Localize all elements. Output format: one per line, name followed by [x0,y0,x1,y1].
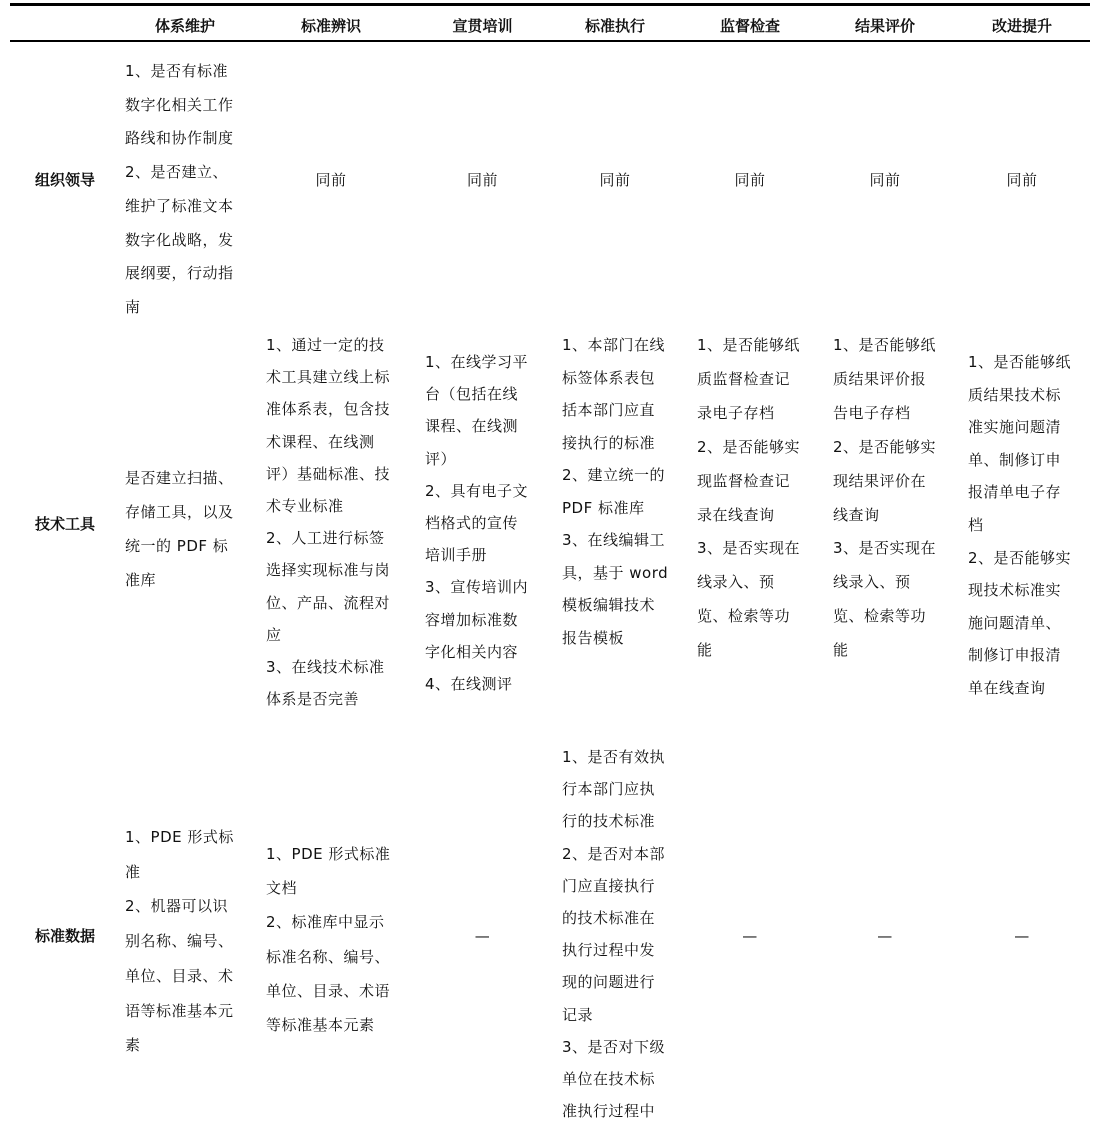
cell-line: 4、在线测评 [425,675,513,694]
cell-line: 统一的 PDF 标 [125,537,229,555]
cell-line: 术工具建立线上标 [266,368,391,387]
cell-line: 展纲要，行动指 [125,264,234,283]
cell-line: 字化相关内容 [425,642,519,661]
cell-line: PDF 标准库 [562,498,645,517]
cell-line: 行本部门应执 [562,780,656,799]
table-cell [833,329,958,668]
table-cell: 同前 [466,171,498,189]
cell-line: 准 [125,862,141,881]
cell-line: 线录入、预 [833,573,911,592]
cell-line: 培训手册 [425,546,488,565]
cell-line: 览、检索等功 [697,607,791,626]
cell-line: 3、是否对下级 [562,1037,666,1056]
column-header: 标准执行 [584,17,645,35]
table-cell: 同前 [1006,171,1038,189]
cell-line: 现的问题进行 [562,973,656,992]
cell-line: 1、是否有标准 [125,62,229,80]
cell-line: 标签体系表包 [562,368,656,387]
cell-line: 应 [266,625,282,644]
cell-line: 的技术标准在 [562,909,656,928]
cell-line: 2、标准库中显示 [266,913,385,932]
column-header: 标准辨识 [300,17,361,35]
cell-line: 1、是否有效执 [562,748,666,766]
cell-line: 课程、在线测 [425,417,519,436]
cell-line: 3、是否实现在 [833,539,937,558]
cell-line: 存储工具，以及 [125,503,234,521]
cell-line: 准实施问题清 [968,418,1062,437]
cell-line: 维护了标准文本 [125,196,234,215]
cell-line: 体系是否完善 [266,690,360,709]
cell-line: 文档 [266,879,298,898]
cell-line: 单在线查询 [968,678,1046,697]
cell-line: 评） [425,449,457,468]
table-cell: — [877,927,893,945]
cell-line: 现技术标准实 [968,581,1062,600]
cell-line: 报清单电子存 [968,483,1062,502]
cell-line: 2、人工进行标签 [266,529,385,548]
cell-line: 质结果评价报 [833,369,927,388]
table-cell [125,820,260,1063]
column-header: 宣贯培训 [452,17,513,35]
cell-line: 2、具有电子文 [425,481,529,500]
cell-line: 路线和协作制度 [125,129,234,148]
cell-line: 数字化战略，发 [125,230,234,249]
cell-line: 2、是否能够实 [833,437,937,456]
cell-line: 线查询 [833,505,880,524]
cell-line: 记录 [562,1005,594,1024]
cell-line: 是否建立扫描、 [125,469,234,487]
cell-line: 等标准基本元素 [266,1016,375,1035]
cell-line: 施问题清单、 [968,613,1062,632]
table-cell [266,837,406,1042]
cell-line: 执行过程中发 [562,941,656,960]
cell-line: 现结果评价在 [833,471,927,490]
cell-line: 行的技术标准 [562,812,656,831]
cell-line: 质结果技术标 [968,385,1062,404]
row-label: 标准数据 [34,927,95,945]
column-header: 监督检查 [719,17,780,35]
cell-line: 台（包括在线 [425,385,519,404]
cell-line: 2、是否能够实 [968,548,1072,567]
cell-line: 1、本部门在线 [562,336,666,354]
cell-line: 1、是否能够纸 [968,353,1072,371]
cell-line: 别名称、编号、 [125,932,234,951]
cell-line: 括本部门应直 [562,401,656,419]
cell-line: 3、是否实现在 [697,539,801,558]
cell-line: 线录入、预 [697,573,775,592]
table-top-rule [10,3,1090,6]
table-cell [562,741,687,1127]
cell-line: 术课程、在线测 [266,432,375,451]
cell-line: 1、在线学习平 [425,353,529,371]
cell-line: 单位、目录、术语 [266,981,391,1000]
cell-line: 告电子存档 [833,403,911,422]
cell-line: 2、是否对本部 [562,844,666,863]
table-cell [697,329,822,668]
cell-line: 选择实现标准与岗 [266,561,391,580]
cell-line: 现监督检查记 [697,471,791,490]
table-cell: — [742,927,758,945]
cell-line: 素 [125,1036,141,1055]
cell-line: 质监督检查记 [697,369,791,388]
cell-line: 制修订申报清 [968,646,1062,665]
row-label: 技术工具 [34,515,95,533]
cell-line: 3、在线技术标准 [266,658,385,677]
cell-line: 评）基础标准、技 [266,464,391,483]
table-cell [125,55,260,325]
cell-line: 模板编辑技术 [562,596,656,614]
cell-line: 位、产品、流程对 [266,593,391,612]
cell-line: 能 [833,641,849,660]
cell-line: 2、是否能够实 [697,437,801,456]
cell-line: 1、通过一定的技 [266,336,385,354]
row-label: 组织领导 [34,171,95,189]
cell-line: 门应直接执行 [562,876,656,895]
cell-line: 单、制修订申 [968,450,1062,469]
column-header: 改进提升 [991,17,1052,35]
cell-line: 录在线查询 [697,505,775,524]
table-cell [125,461,260,597]
cell-line: 2、是否建立、 [125,163,229,182]
cell-line: 3、在线编辑工 [562,531,666,549]
cell-line: 南 [125,297,141,316]
column-header: 结果评价 [854,17,915,35]
table-cell [425,346,555,700]
table-cell [968,346,1088,705]
table-cell [562,329,687,654]
cell-line: 准执行过程中 [562,1102,656,1121]
cell-line: 能 [697,641,713,660]
cell-line: 3、宣传培训内 [425,578,529,597]
cell-line: 接执行的标准 [562,433,656,452]
cell-line: 览、检索等功 [833,607,927,626]
cell-line: 标准名称、编号、 [266,947,391,966]
table-cell: 同前 [315,171,347,189]
table-cell: 同前 [869,171,901,189]
cell-line: 单位在技术标 [562,1070,656,1089]
table-cell: — [474,927,491,945]
cell-line: 档格式的宣传 [425,514,519,533]
cell-line: 单位、目录、术 [125,966,234,985]
cell-line: 准体系表，包含技 [266,400,391,419]
cell-line: 语等标准基本元 [125,1001,234,1020]
cell-line: 报告模板 [562,628,625,647]
header-rule [10,40,1090,42]
cell-line: 1、是否能够纸 [697,336,801,354]
column-header: 体系维护 [154,17,215,35]
table-cell [266,329,406,715]
cell-line: 术专业标准 [266,497,344,516]
cell-line: 1、是否能够纸 [833,336,937,354]
cell-line: 档 [968,515,984,534]
cell-line: 2、建立统一的 [562,466,666,484]
table-cell: 同前 [734,171,766,189]
cell-line: 1、PDE 形式标准 [266,845,391,863]
cell-line: 数字化相关工作 [125,95,234,114]
cell-line: 准库 [125,571,157,589]
cell-line: 2、机器可以识 [125,897,229,916]
cell-line: 具，基于 word [562,563,669,582]
cell-line: 录电子存档 [697,403,775,422]
cell-line: 容增加标准数 [425,610,519,629]
table-cell: — [1014,927,1030,945]
table-cell: 同前 [599,171,631,189]
cell-line: 1、PDE 形式标 [125,828,234,846]
